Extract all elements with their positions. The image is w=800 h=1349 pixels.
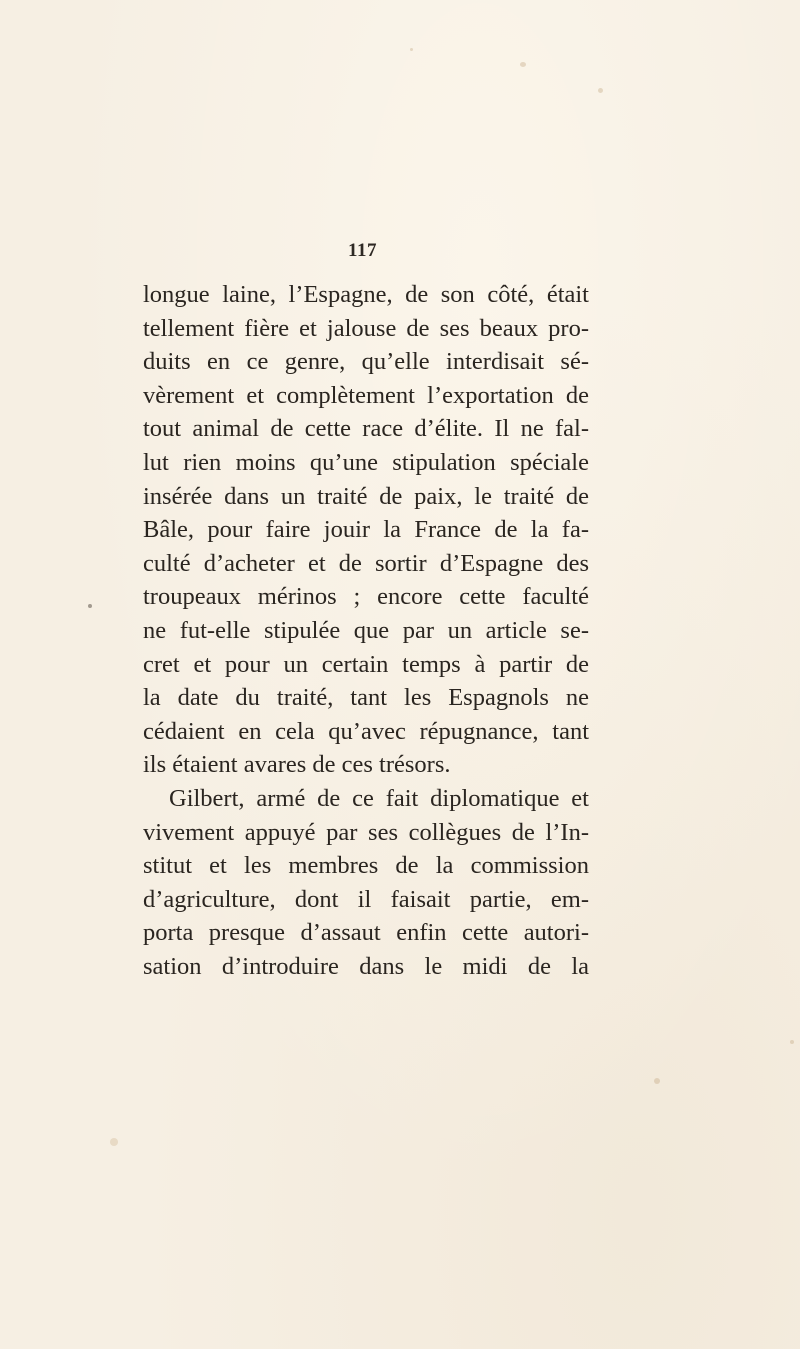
paragraph-first-line: Gilbert, armé de ce fait diplomatique et <box>169 784 589 812</box>
text-line: porta presque d’assaut enfin cette autori- <box>143 919 589 947</box>
text-line: la date du traité, tant les Espagnols ne <box>143 684 589 712</box>
text-line: cret et pour un certain temps à partir de <box>143 650 589 678</box>
paper-speck <box>654 1078 660 1084</box>
text-line: tellement fière et jalouse de ses beaux pro- <box>143 314 589 342</box>
paper-speck <box>88 604 92 608</box>
paper-speck <box>110 1138 118 1146</box>
text-line: culté d’acheter et de sortir d’Espagne des <box>143 549 589 577</box>
text-line: ne fut-elle stipulée que par un article se- <box>143 616 589 644</box>
text-line: vèrement et complètement l’exportation de <box>143 381 589 409</box>
paper-speck <box>790 1040 794 1044</box>
text-line: tout animal de cette race d’élite. Il ne fal- <box>143 415 589 443</box>
paper-speck <box>598 88 603 93</box>
page-number: 117 <box>348 240 377 261</box>
text-line: d’agriculture, dont il faisait partie, em- <box>143 885 589 913</box>
text-line: sation d’introduire dans le midi de la <box>143 952 589 980</box>
paper-speck <box>410 48 413 51</box>
text-line: cédaient en cela qu’avec répugnance, tant <box>143 717 589 745</box>
text-line: Bâle, pour faire jouir la France de la fa- <box>143 516 589 544</box>
text-line: duits en ce genre, qu’elle interdisait sé- <box>143 348 589 376</box>
text-line: troupeaux mérinos ; encore cette faculté <box>143 583 589 611</box>
text-line: lut rien moins qu’une stipulation spéciale <box>143 448 589 476</box>
paragraph-last-line: ils étaient avares de ces trésors. <box>143 751 451 779</box>
paper-speck <box>520 62 526 67</box>
body-text <box>143 278 589 983</box>
text-line: stitut et les membres de la commission <box>143 852 589 880</box>
text-line: insérée dans un traité de paix, le traité de <box>143 482 589 510</box>
text-line: vivement appuyé par ses collègues de l’In- <box>143 818 589 846</box>
text-line: longue laine, l’Espagne, de son côté, était <box>143 281 589 308</box>
